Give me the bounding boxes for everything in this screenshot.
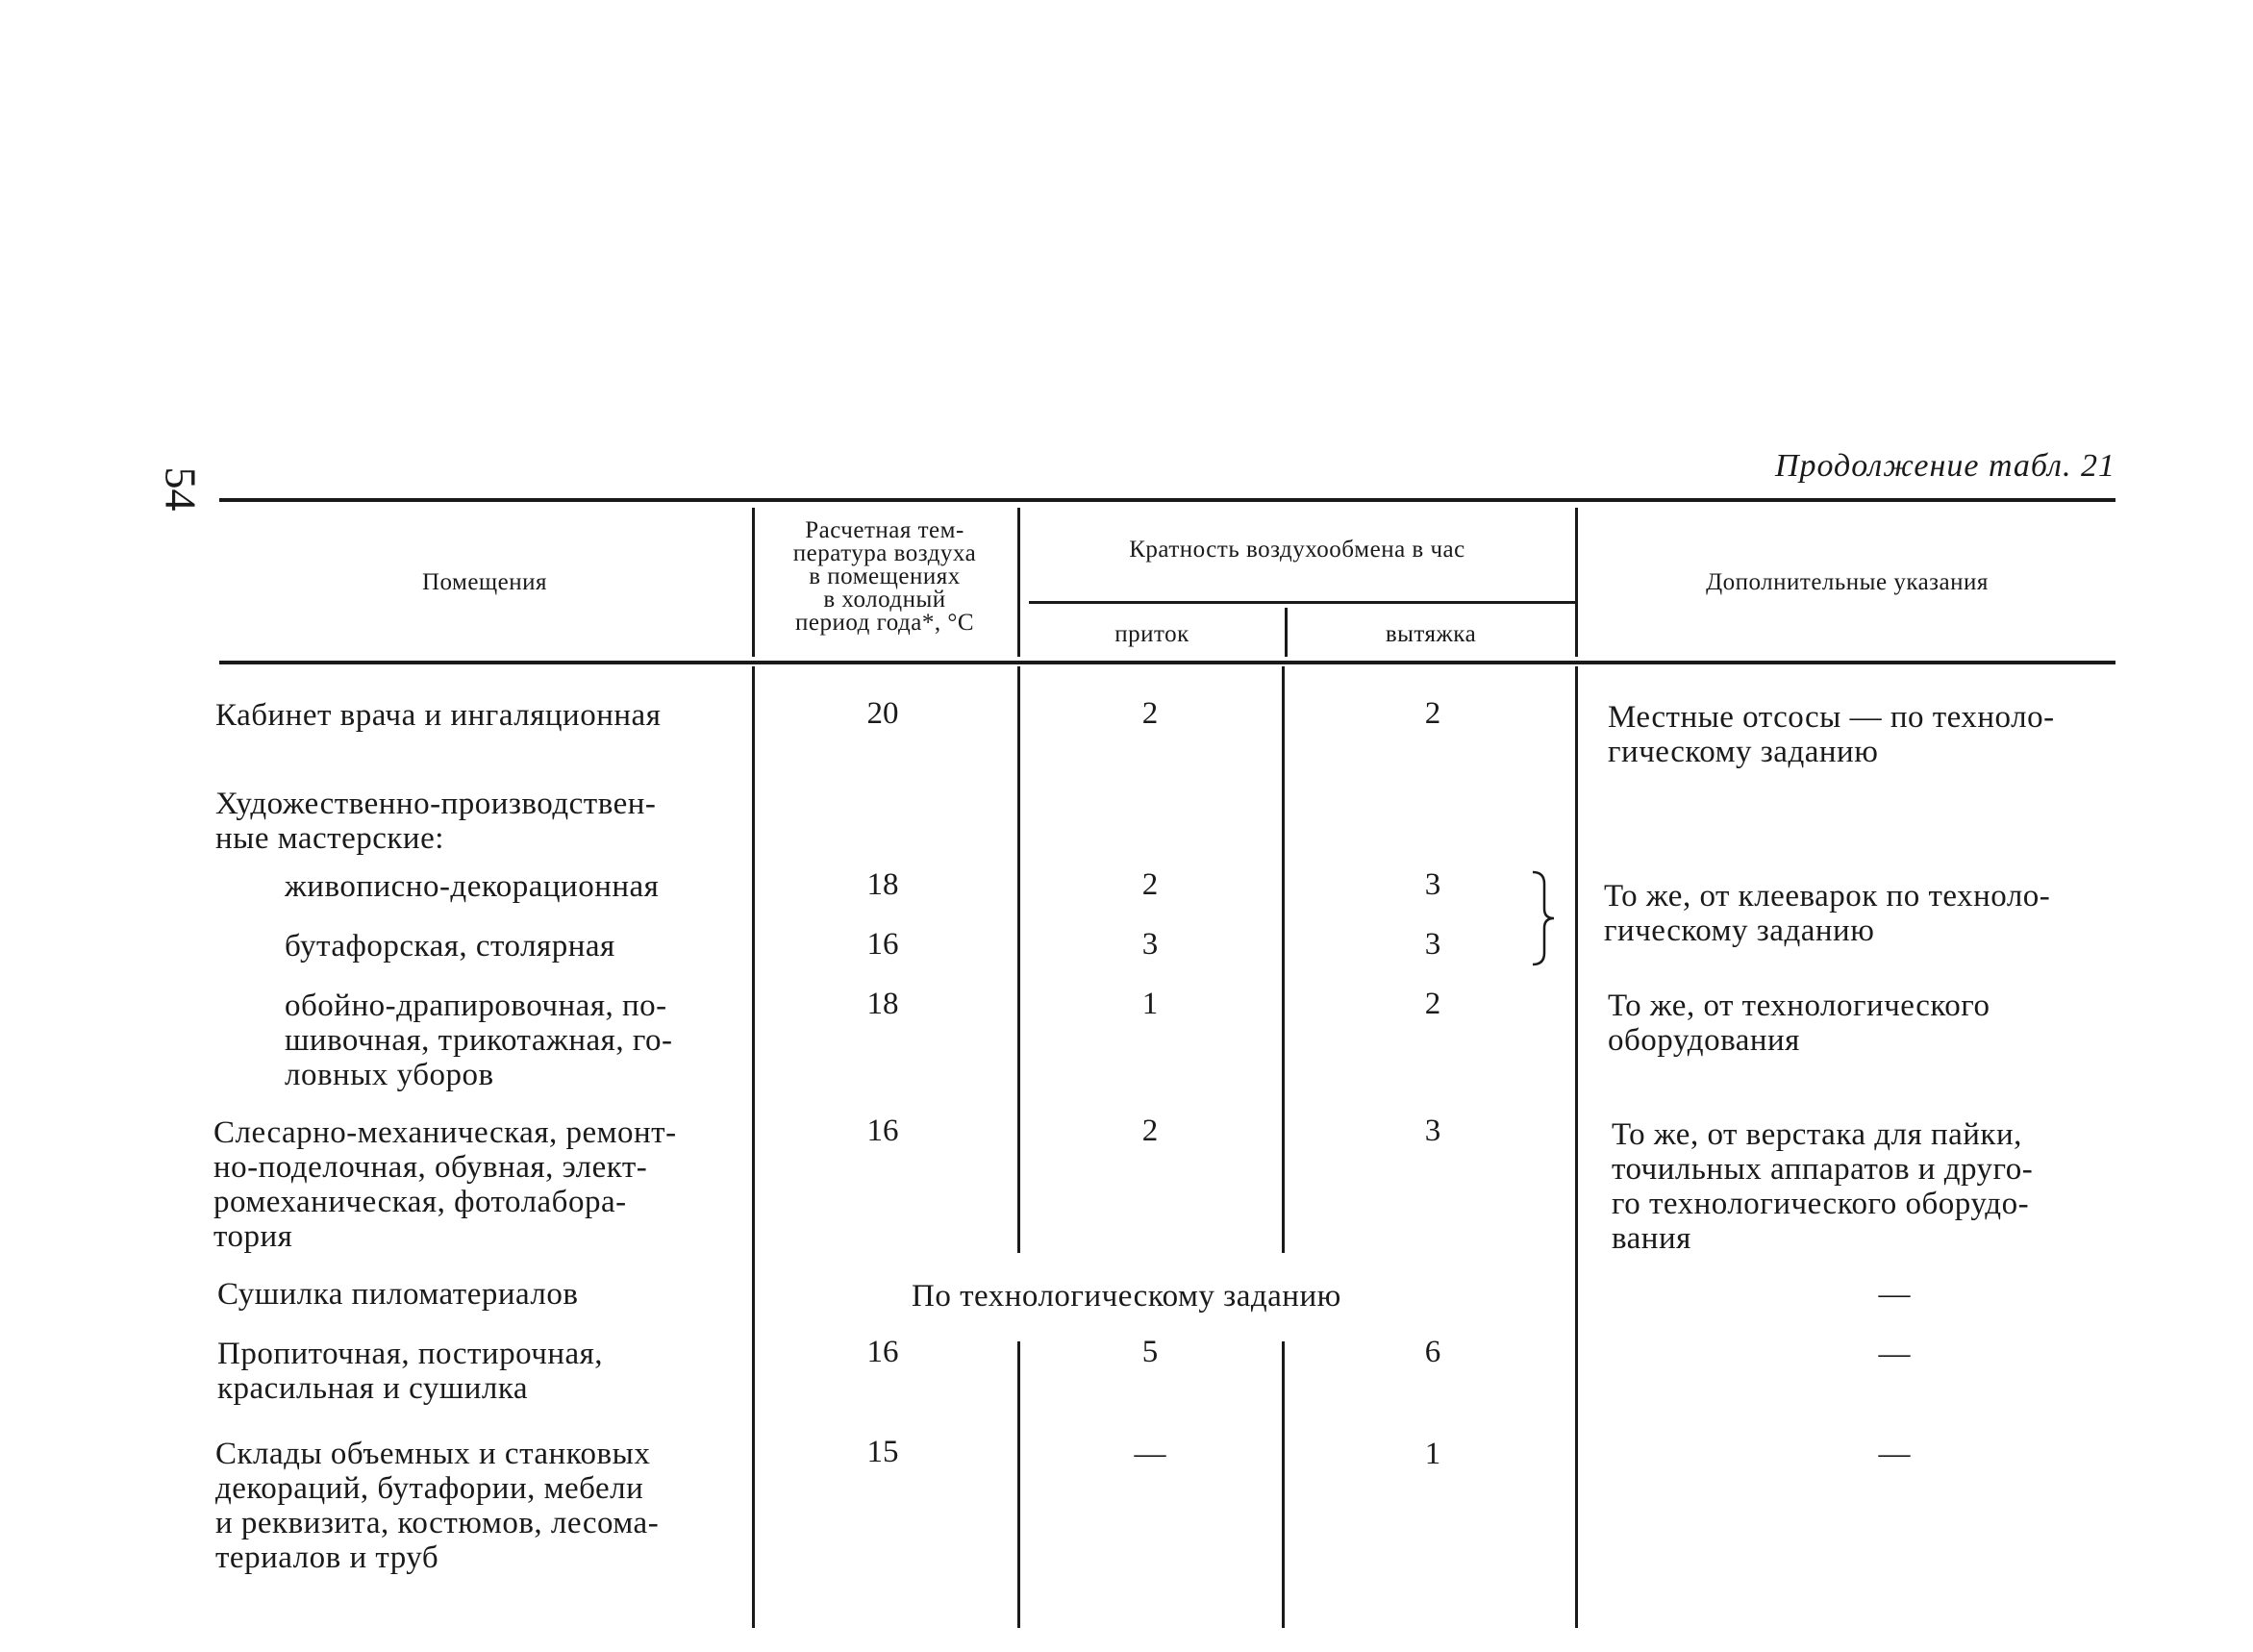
body-divider-2a [1017,666,1020,1253]
room-name: Сушилка пиломатериалов [217,1277,579,1312]
note-line: точильных аппаратов и друго- [1612,1152,2034,1187]
temperature-value: 18 [866,987,899,1021]
note-dash: — [1878,1337,1911,1371]
room-name-line: ромеханическая, фотолабора- [213,1185,627,1219]
room-name-line: шивочная, трикотажная, го- [285,1023,673,1058]
body-divider-3a [1282,666,1285,1253]
room-name-line: красильная и сушилка [217,1371,529,1406]
supply-value: 3 [1141,927,1159,962]
supply-value: 2 [1141,867,1159,902]
supply-value: 5 [1141,1335,1159,1369]
header-divider-1 [752,508,755,657]
supply-value: 2 [1141,696,1159,731]
room-name [215,1437,733,1575]
header-temp-line: Расчетная тем- [805,517,964,543]
room-group-title [215,787,735,856]
supply-value: 1 [1141,987,1159,1021]
note-line: То же, от верстака для пайки, [1612,1117,2022,1152]
header-temp-line: в помещениях [809,563,961,589]
room-name-line: ные мастерские: [215,821,444,856]
spanning-note: По технологическому заданию [912,1279,1341,1314]
header-divider-3 [1285,608,1288,657]
body-divider-1 [752,666,755,1628]
room-name-line: Склады объемных и станковых [215,1437,651,1471]
header-rooms: Помещения [421,569,548,595]
note-line: оборудования [1608,1023,1800,1058]
temperature-value: 15 [866,1435,899,1469]
room-name-line: Слесарно-механическая, ремонт- [213,1115,677,1150]
header-divider-2 [1017,508,1020,657]
header-temp-line: период года*, °С [794,610,974,636]
temperature-value: 16 [866,1114,899,1148]
room-name: Кабинет врача и ингаляционная [215,698,662,733]
room-name [217,1337,733,1406]
header-supply: приток [1114,621,1189,647]
room-name-line: и реквизита, костюмов, лесома- [215,1506,660,1540]
header-notes: Дополнительные указания [1706,569,1989,595]
room-name: бутафорская, столярная [285,929,615,964]
top-rule [219,498,2115,502]
exhaust-value: 1 [1424,1437,1441,1471]
exhaust-value: 2 [1424,696,1441,731]
header-divider-4 [1575,508,1578,657]
note-dash: — [1878,1437,1911,1471]
header-temp-line: в холодный [823,587,946,613]
header-temperature [756,519,1014,635]
note-text [1608,989,2115,1058]
page-number: 54 [156,466,206,512]
exhaust-value: 6 [1424,1335,1441,1369]
room-name: живописно-декорационная [285,869,660,904]
header-exhaust: вытяжка [1385,621,1477,647]
right-brace-icon [1529,870,1558,966]
note-text [1612,1117,2115,1256]
note-line: Местные отсосы — по техноло- [1608,700,2055,735]
note-line: гическому заданию [1608,735,1879,769]
exhaust-value: 3 [1424,1114,1441,1148]
room-name-line: Пропиточная, постирочная, [217,1337,604,1371]
header-temp-line: пература воздуха [792,540,977,566]
room-name-line: тория [213,1219,293,1254]
note-line: гическому заданию [1604,914,1875,948]
note-text [1604,879,2115,948]
room-name-line: териалов и труб [215,1540,439,1575]
note-line: То же, от технологического [1608,989,1990,1023]
supply-value: 2 [1141,1114,1159,1148]
temperature-value: 16 [866,1335,899,1369]
note-text [1608,700,2115,769]
room-name-line: но-поделочная, обувная, элект- [213,1150,648,1185]
header-air-exchange: Кратность воздухообмена в час [1129,537,1465,563]
note-line: вания [1612,1221,1691,1256]
exhaust-value: 2 [1424,987,1441,1021]
subheader-rule [1029,601,1575,604]
supply-value: — [1134,1437,1166,1471]
room-name-line: обойно-драпировочная, по- [285,989,667,1023]
note-line: То же, от клееварок по техноло- [1604,879,2051,914]
room-name-line: декораций, бутафории, мебели [215,1471,644,1506]
body-divider-3b [1282,1341,1285,1628]
body-divider-4 [1575,666,1578,1628]
room-name-line: ловных уборов [285,1058,494,1092]
body-divider-2b [1017,1341,1020,1628]
exhaust-value: 3 [1424,867,1441,902]
temperature-value: 18 [866,867,899,902]
exhaust-value: 3 [1424,927,1441,962]
room-name-line: Художественно-производствен- [215,787,657,821]
note-line: го технологического оборудо- [1612,1187,2030,1221]
note-dash: — [1878,1277,1911,1312]
temperature-value: 20 [866,696,899,731]
room-name [285,989,733,1092]
table-caption: Продолжение табл. 21 [1774,448,2115,484]
header-bottom-rule [219,661,2115,664]
room-name [213,1115,735,1254]
temperature-value: 16 [866,927,899,962]
